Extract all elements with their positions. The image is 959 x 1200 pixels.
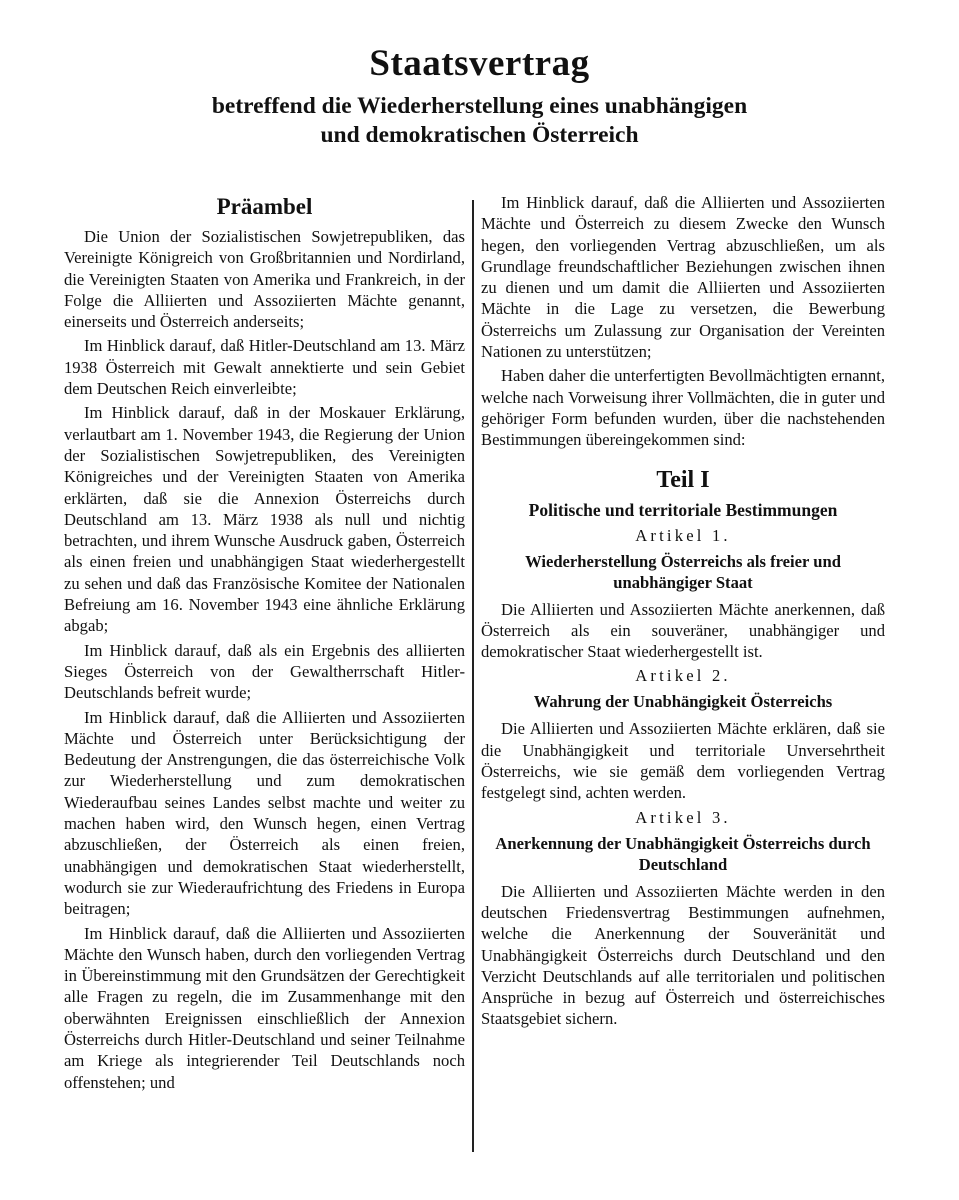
left-column (64, 192, 465, 1096)
article-title: Wiederherstellung Österreichs als freier und unabhängiger Staat (525, 551, 841, 592)
article-text: Die Alliierten und Assoziierten Mächte erklären, daß sie die Unabhängigkeit und territoriale Unversehrtheit Österreichs, wie sie gemäß dem vorliegenden Vertrag festgelegt sind, achten werden. (481, 719, 885, 803)
preamble-paragraph: Im Hinblick darauf, daß Hitler-Deutschland am 13. März 1938 Österreich mit Gewalt annektierte und sein Gebiet dem Deutschen Reich einverleibte; (64, 336, 465, 399)
subtitle-line-2: und demokratischen Österreich (320, 122, 639, 148)
document-title: Staatsvertrag (369, 43, 590, 84)
subtitle-line-1: betreffend die Wiederherstellung eines unabhängigen (211, 93, 748, 119)
preamble-paragraph: Die Union der Sozialistischen Sowjetrepubliken, das Vereinigte Königreich von Großbritannien und Nordirland, die Vereinigten Staaten von Amerika und Frankreich, in der Folge die Alliierten und Assoziierten Mächte genannt, einerseits und Österreich anderseits; (64, 227, 465, 332)
article-label: Artikel 2. (635, 666, 731, 686)
preamble-heading: Präambel (216, 194, 313, 219)
article-title: Wahrung der Unabhängigkeit Österreichs (533, 692, 833, 712)
column-divider (472, 200, 474, 1152)
preamble-paragraph: Haben daher die unterfertigten Bevollmächtigten ernannt, welche nach Vorweisung ihrer Vollmächten, die in guter und gehöriger Form befunden wurden, über die nachstehenden Bestimmungen übereingekommen sind: (481, 366, 885, 450)
part-subheading: Politische und territoriale Bestimmungen (528, 499, 838, 520)
preamble-paragraph: Im Hinblick darauf, daß als ein Ergebnis des alliierten Sieges Österreich von der Gewaltherrschaft Hitler-Deutschlands befreit wurde; (64, 640, 465, 703)
article-label: Artikel 3. (635, 807, 731, 827)
part-heading: Teil I (656, 466, 710, 493)
document-subtitle (0, 92, 959, 150)
article-text: Die Alliierten und Assoziierten Mächte anerkennen, daß Österreich als ein souveräner, unabhängiger und demokratischer Staat wiederhergestellt ist. (481, 599, 885, 662)
right-column (481, 192, 885, 1033)
preamble-paragraph: Im Hinblick darauf, daß die Alliierten und Assoziierten Mächte und Österreich unter Berücksichtigung der Bedeutung der Anstrengungen, die das österreichische Volk zur Wiederherstellung und zum demokratischen Wiederaufbau seines Landes selbst machte und weiter zu machen haben wird, den Wunsch hegen, einen Vertrag abzuschließen, der Österreich als einen freien, unabhängigen und demokratischen Staat wiederherstellt, wodurch sie zur Wiederaufrichtung des Friedens in Europa beitragen; (64, 707, 465, 919)
article-text: Die Alliierten und Assoziierten Mächte werden in den deutschen Friedensvertrag Bestimmungen aufnehmen, welche die Anerkennung der Souveränität und Unabhängigkeit Österreichs durch Deutschland und den Verzicht Deutschlands auf alle territorialen und politischen Ansprüche in bezug auf Österreich und österreichisches Staatsgebiet sichern. (481, 881, 885, 1029)
article-title: Anerkennung der Unabhängigkeit Österreichs durch Deutschland (495, 833, 871, 874)
preamble-paragraph: Im Hinblick darauf, daß die Alliierten und Assoziierten Mächte und Österreich zu diesem Zwecke den Wunsch hegen, den vorliegenden Vertrag abzuschließen, um als Grundlage freundschaftlicher Beziehungen zwischen ihnen zu dienen und um damit die Alliierten und Assoziierten Mächte in die Lage zu versetzen, die Bewerbung Österreichs um Zulassung zur Organisation der Vereinten Nationen zu unterstützen; (481, 193, 885, 362)
preamble-paragraph: Im Hinblick darauf, daß die Alliierten und Assoziierten Mächte den Wunsch haben, durch den vorliegenden Vertrag in Übereinstimmung mit den Grundsätzen der Gerechtigkeit alle Fragen zu regeln, die im Zusammenhange mit den oberwähnten Ereignissen einschließlich der Annexion Österreichs durch Hitler-Deutschland und seiner Teilnahme am Kriege als integrierender Teil Deutschlands noch offenstehen; und (64, 923, 465, 1092)
article-label: Artikel 1. (635, 525, 731, 545)
preamble-paragraph: Im Hinblick darauf, daß in der Moskauer Erklärung, verlautbart am 1. November 1943, die Regierung der Union der Sozialistischen Sowjetrepubliken, des Vereinigten Königreiches und der Vereinigten Staaten von Amerika erklärten, daß sie die Annexion Österreichs durch Deutschland am 13. März 1938 als null und nichtig betrachten, und ihrem Wunsche Ausdruck gaben, Österreich als einen freien und unabhängigen Staat wiederhergestellt zu sehen und daß das Französische Komitee der Nationalen Befreiung am 16. November 1943 eine ähnliche Erklärung abgab; (64, 403, 465, 636)
